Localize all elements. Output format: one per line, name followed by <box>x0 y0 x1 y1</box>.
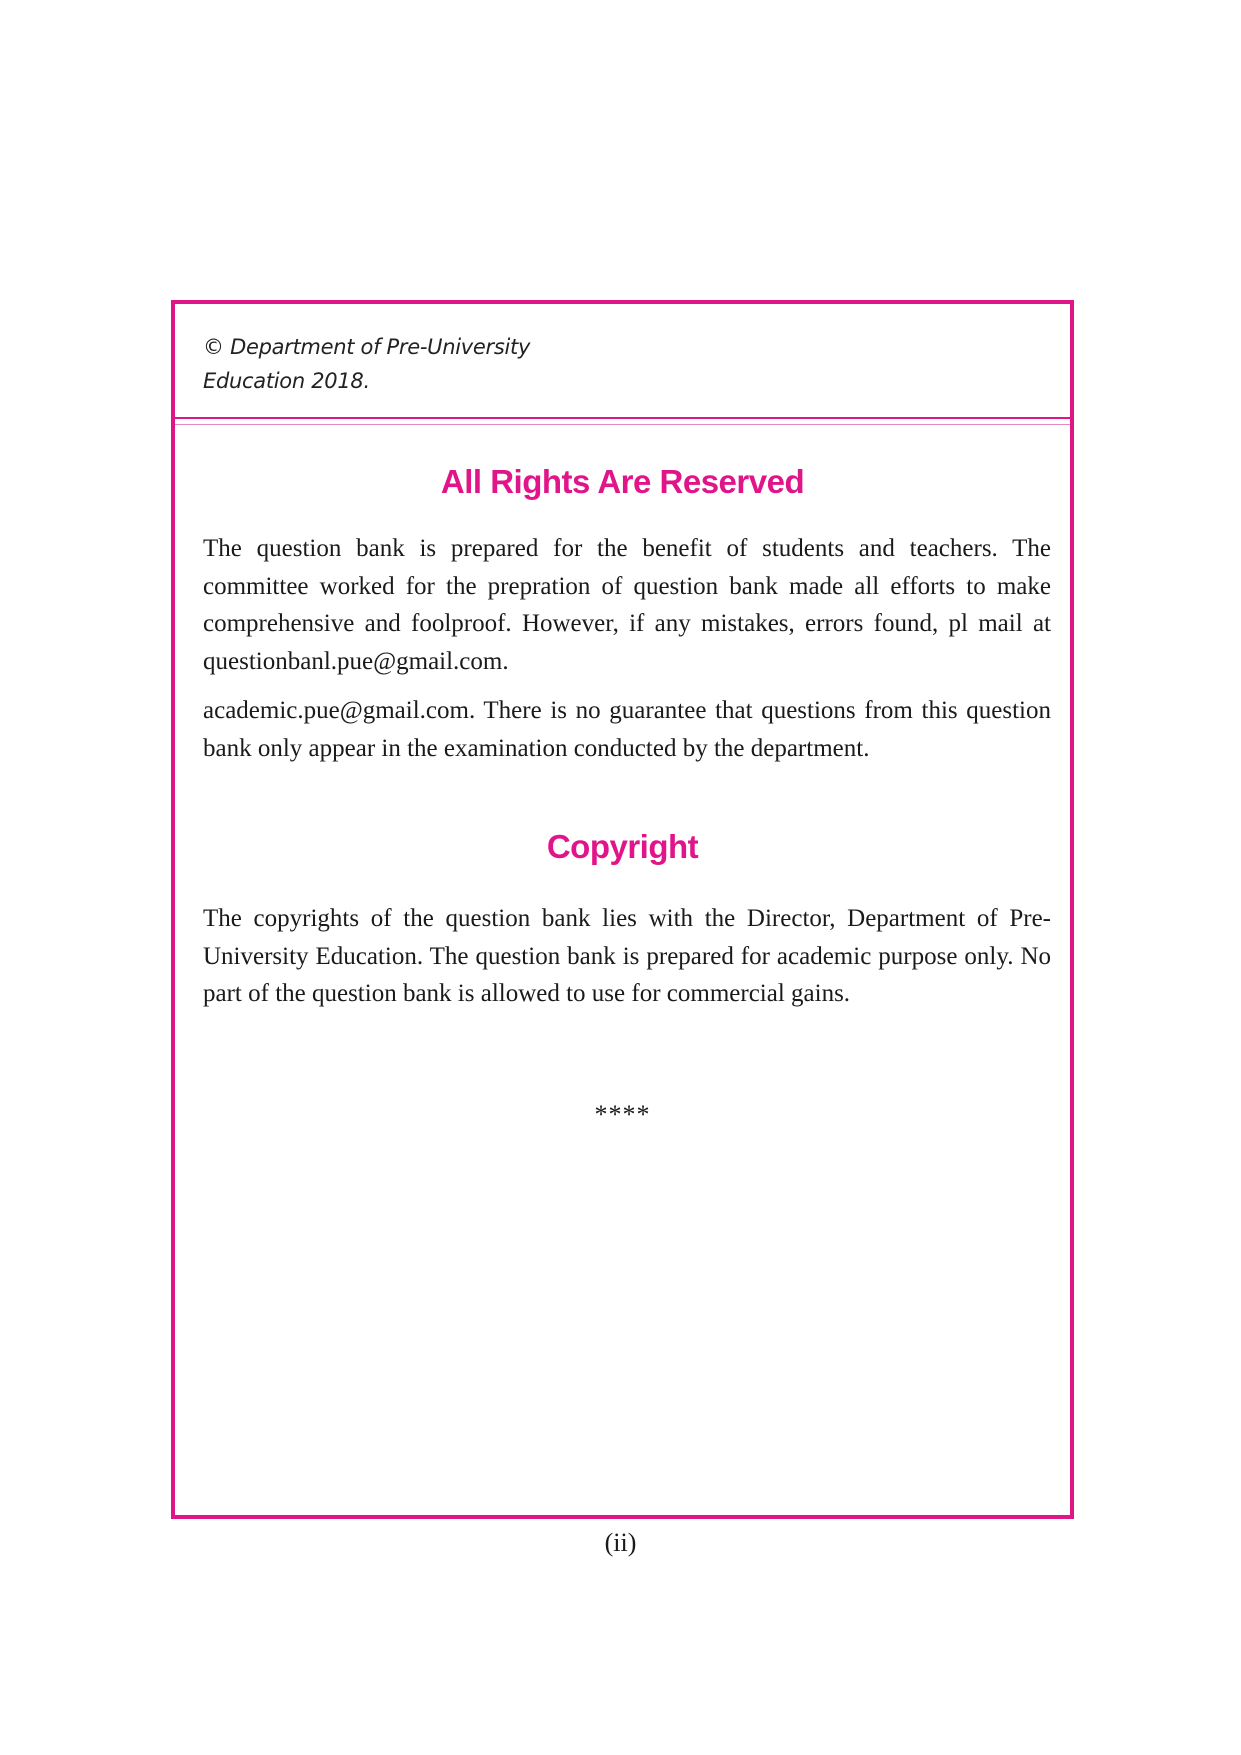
rights-reserved-heading: All Rights Are Reserved <box>440 463 805 500</box>
page-border-frame <box>171 300 1074 1519</box>
header-divider-thin <box>175 424 1070 425</box>
page-number: (ii) <box>604 1528 637 1557</box>
header-divider-thick <box>175 417 1070 419</box>
rights-paragraph-1: The question bank is prepared for the benefit of students and teachers. The committee worked for the prepration of question bank made all efforts to make comprehensive and foolproof. However, if any mistakes, errors found, pl mail at questionbanl.pue@gmail.com. <box>203 535 1051 675</box>
copyright-notice <box>203 330 703 398</box>
copyright-heading: Copyright <box>546 828 699 865</box>
copyright-notice-line1: © Department of Pre-University <box>203 335 531 359</box>
copyright-paragraph: The copyrights of the question bank lies with the Director, Department of Pre-University Education. The question bank is prepared for academic purpose only. No part of the question bank is allowed to use for commercial gains. <box>203 905 1051 1007</box>
section-separator: **** <box>594 1100 651 1129</box>
rights-paragraph-2: academic.pue@gmail.com. There is no guarantee that questions from this question bank only appear in the examination conducted by the department. <box>203 697 1051 762</box>
copyright-notice-line2: Education 2018. <box>203 369 370 393</box>
